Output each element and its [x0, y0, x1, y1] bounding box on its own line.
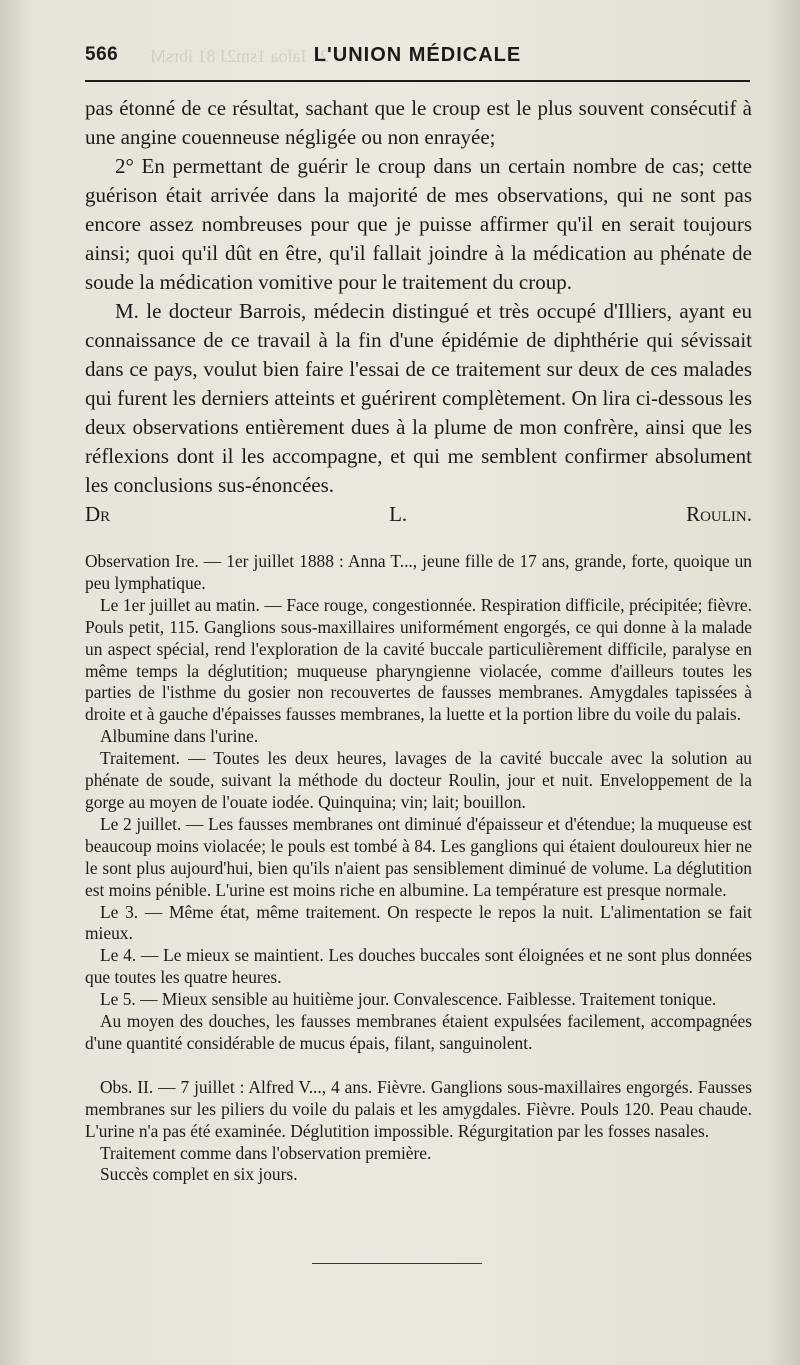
paragraph: Le 1er juillet au matin. — Face rouge, congestionnée. Respiration difficile, précipitée; fièvre. Pouls petit, 115. Ganglions sous-maxillaires uniformément engorgés, ce qui donne à la malade un aspect spécial, rend l'exploration de la cavité buccale particulièrement difficile, paralyse en même temps la déglutition; muqueuse pharyngienne violacée, comme d'ailleurs toutes les parties de l'isthme du gosier non recouvertes de fausses membranes. Amygdales tapissées à droite et à gauche d'épaisses fausses membranes, la luette et la portion libre du voile du palais. — [85, 594, 752, 725]
section-end-rule — [312, 1263, 482, 1264]
paragraph: M. le docteur Barrois, médecin distingué et très occupé d'Illiers, ayant eu connaissance de ce travail à la fin d'une épidémie de diphthérie qui sévissait dans ce pays, voulut bien faire l'essai de ce traitement sur deux de ces malades qui furent les derniers atteints et guérirent complètement. On lira ci-dessous les deux observations entièrement dues à la plume de mon confrère, ainsi que les réflexions dont il les accompagne, et qui me semblent confirmer absolument les conclusions sus-énoncées. — [85, 299, 752, 497]
paragraph: Le 2 juillet. — Les fausses membranes ont diminué d'épaisseur et d'étendue; la muqueuse est beaucoup moins violacée; le pouls est tombé à 84. Les ganglions qui étaient douloureux hier ne le sont plus aujourd'hui, bien qu'ils n'aient pas sensiblement diminué de volume. La déglutition est moins pénible. L'urine est moins riche en albumine. La température est presque normale. — [85, 813, 752, 900]
page-number: 566 — [85, 44, 119, 65]
paragraph: Le 3. — Même état, même traitement. On respecte le repos la nuit. L'alimentation se fait mieux. — [85, 901, 752, 944]
paragraph: Traitement. — Toutes les deux heures, lavages de la cavité buccale avec la solution au phénate de soude, suivant la méthode du docteur Roulin, jour et nuit. Enveloppement de la gorge au moyen de l'ouate iodée. Quinquina; vin; lait; bouillon. — [85, 748, 752, 812]
paragraph: Traitement comme dans l'observation première. — [100, 1142, 432, 1163]
paragraph: Le 5. — Mieux sensible au huitième jour. Convalescence. Faiblesse. Traitement tonique. — [100, 989, 717, 1010]
observation-heading: Obs. II. — 7 juillet : Alfred V..., 4 ans. Fièvre. Ganglions sous-maxillaires engorgés. Fausses membranes sur les piliers du voile du palais et les amygdales. Fièvre. Pouls 120. Peau chaude. L'urine n'a pas été examinée. Déglutition impossible. Régurgitation par les fosses nasales. — [85, 1076, 752, 1141]
paragraph: Au moyen des douches, les fausses membranes étaient expulsées facilement, accompagnées d'une quantité considérable de mucus épais, filant, sanguinolent. — [85, 1011, 752, 1053]
paragraph: Le 4. — Le mieux se maintient. Les douches buccales sont éloignées et ne sont plus données que toutes les quatre heures. — [85, 945, 752, 988]
article-body — [85, 94, 752, 1186]
page-header — [85, 44, 750, 76]
header-rule — [85, 80, 750, 82]
observation-2 — [85, 1077, 752, 1187]
paragraph: Succès complet en six jours. — [100, 1164, 298, 1185]
bleed-through-text: 9 2 . Ialoa 1sm2J 81 ibrsM — [150, 46, 343, 66]
author-signature: Dr L. Roulin. — [85, 502, 752, 526]
paragraph: Albumine dans l'urine. — [100, 726, 259, 747]
running-title: L'UNION MÉDICALE — [313, 44, 522, 66]
paragraph: pas étonné de ce résultat, sachant que le croup est le plus souvent consécutif à une angine couenneuse négligée ou non enrayée; — [85, 96, 752, 149]
paragraph: 2° En permettant de guérir le croup dans un certain nombre de cas; cette guérison était arrivée dans la majorité de mes observations, qui ne sont pas encore assez nombreuses pour que je puisse affirmer qu'il en serait toujours ainsi; quoi qu'il dût en être, qu'il fallait joindre à la médication au phénate de soude la médication vomitive pour le traitement du croup. — [85, 154, 752, 294]
observation-heading: Observation Ire. — 1er juillet 1888 : Anna T..., jeune fille de 17 ans, grande, forte, quoique un peu lymphatique. — [85, 551, 752, 593]
observation-1 — [85, 551, 752, 1055]
introduction — [85, 94, 752, 529]
